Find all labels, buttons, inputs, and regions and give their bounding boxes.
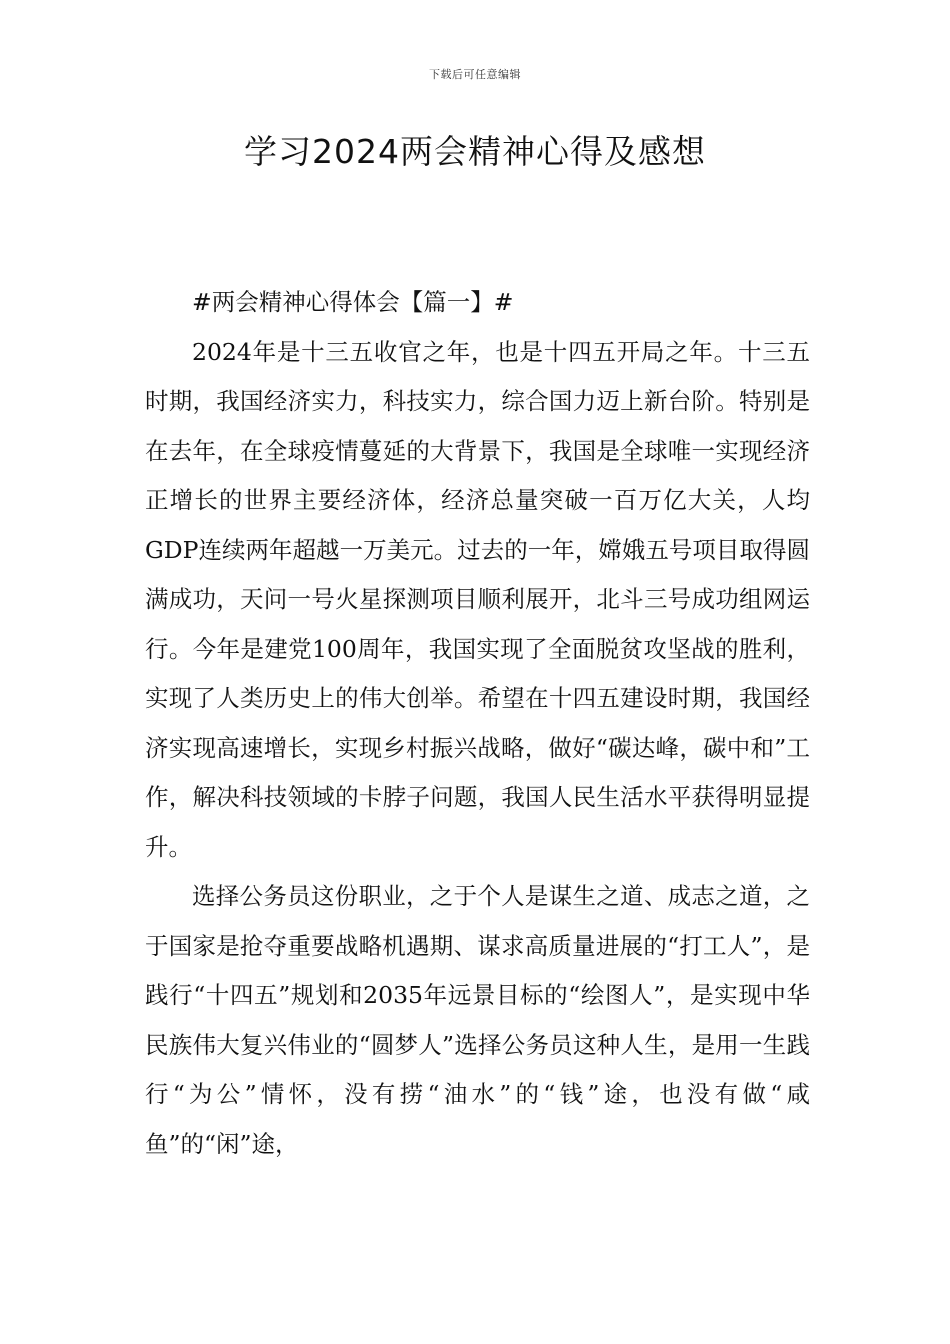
document-body: [145, 278, 810, 1169]
paragraph-2: 选择公务员这份职业，之于个人是谋生之道、成志之道，之于国家是抢夺重要战略机遇期、谋求高质量进展的“打工人”，是践行“十四五”规划和2035年远景目标的“绘图人”，是实现中华民族伟大复兴伟业的“圆梦人”选择公务员这种人生，是用一生践行“为公”情怀，没有捞“油水”的“钱”途，也没有做“咸鱼”的“闲”途，: [145, 882, 810, 1158]
paragraph-1: 2024年是十三五收官之年，也是十四五开局之年。十三五时期，我国经济实力，科技实力，综合国力迈上新台阶。特别是在去年，在全球疫情蔓延的大背景下，我国是全球唯一实现经济正增长的世界主要经济体，经济总量突破一百万亿大关，人均GDP连续两年超越一万美元。过去的一年，嫦娥五号项目取得圆满成功，天问一号火星探测项目顺利展开，北斗三号成功组网运行。今年是建党100周年，我国实现了全面脱贫攻坚战的胜利，实现了人类历史上的伟大创举。希望在十四五建设时期，我国经济实现高速增长，实现乡村振兴战略，做好“碳达峰，碳中和”工作，解决科技领域的卡脖子问题，我国人民生活水平获得明显提升。: [145, 337, 810, 861]
document-title: 学习2024两会精神心得及感想: [244, 132, 706, 171]
header-note: 下载后可任意编辑: [429, 68, 521, 81]
section-heading: #两会精神心得体会【篇一】#: [192, 288, 514, 316]
